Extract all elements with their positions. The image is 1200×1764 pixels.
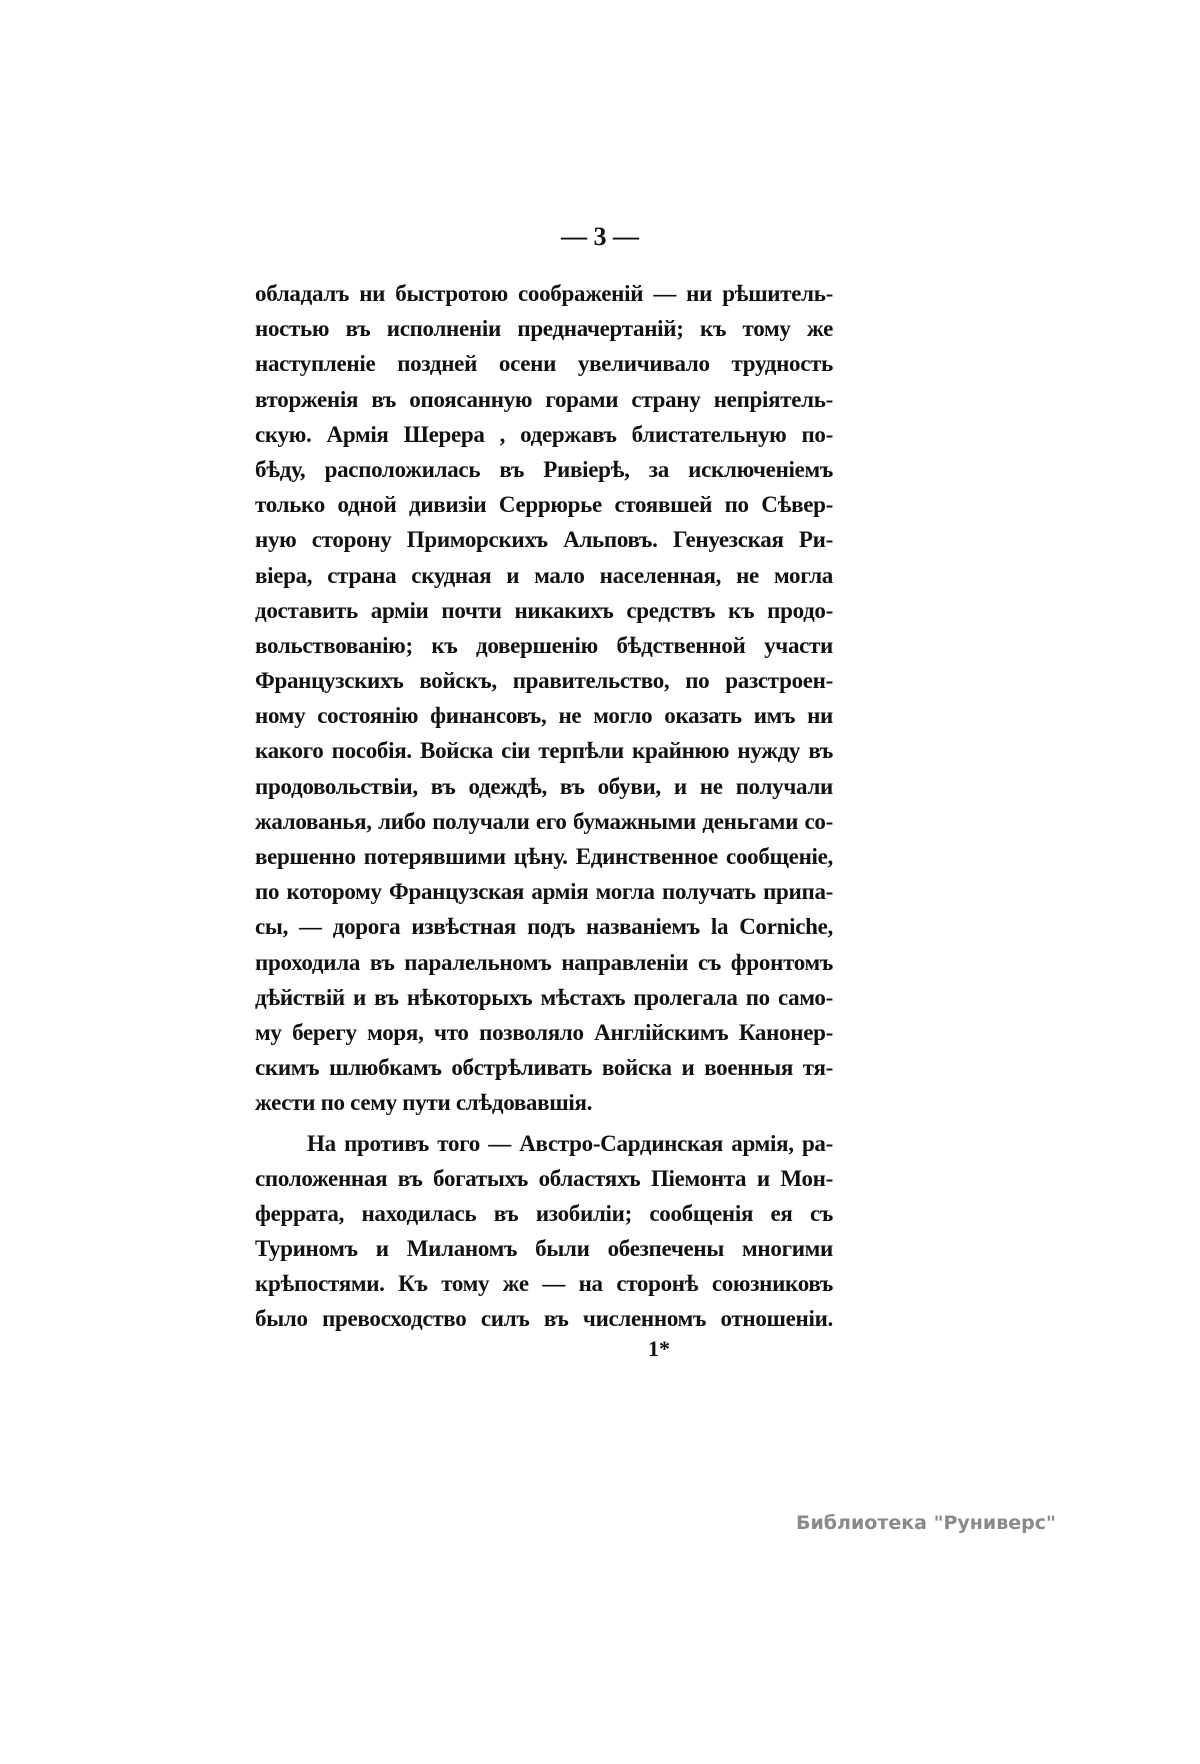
- text-line: сы, — дорога извѣстная подъ названіемъ la Corniche,: [255, 914, 833, 940]
- text-line: скую. Армія Шерера , одержавъ блистательную по-: [255, 421, 833, 447]
- text-line: бѣду, расположилась въ Ривіерѣ, за исключеніемъ: [255, 456, 833, 482]
- text-line: віера, страна скудная и мало населенная, не могла: [255, 562, 833, 588]
- text-line: наступленіе поздней осени увеличивало трудность: [255, 351, 833, 377]
- text-line: ностью въ исполненіи предначертаній; къ тому же: [255, 316, 833, 342]
- text-line: было превосходство силъ въ численномъ отношеніи.: [255, 1306, 833, 1332]
- text-line: какого пособія. Войска сіи терпѣли крайнюю нужду въ: [255, 738, 833, 764]
- text-line: вольствованію; къ довершенію бѣдственной участи: [255, 632, 833, 658]
- text-line: вершенно потерявшими цѣну. Единственное сообщеніе,: [255, 844, 833, 869]
- text-line: сположенная въ богатыхъ областяхъ Піемонта и Мон-: [255, 1165, 833, 1191]
- text-line: дѣйствій и въ нѣкоторыхъ мѣстахъ пролегала по само-: [255, 984, 833, 1010]
- text-line: вторженія въ опоясанную горами страну непріятель-: [255, 386, 833, 412]
- text-line: крѣпостями. Къ тому же — на сторонѣ союзниковъ: [255, 1271, 833, 1297]
- text-line: скимъ шлюбкамъ обстрѣливать войска и военныя тя-: [255, 1055, 833, 1081]
- text-line: жалованья, либо получали его бумажными деньгами со-: [255, 808, 833, 834]
- text-line: му берегу моря, что позволяло Англійскимъ Канонер-: [255, 1019, 833, 1045]
- text-line: Французскихъ войскъ, правительство, по разстроен-: [255, 668, 833, 694]
- text-line: по которому Французская армія могла получать припа-: [255, 879, 833, 905]
- text-line: проходила въ паралельномъ направленіи съ фронтомъ: [255, 949, 833, 975]
- text-line: продовольствіи, въ одеждѣ, въ обуви, и не получали: [255, 773, 833, 799]
- text-line: обладалъ ни быстротою соображеній — ни рѣшитель-: [255, 281, 833, 306]
- text-line: жести по сему пути слѣдовавшія.: [255, 1090, 593, 1116]
- text-line: феррата, находилась въ изобиліи; сообщенія ея съ: [255, 1200, 833, 1226]
- text-line: ному состоянію финансовъ, не могло оказать имъ ни: [255, 703, 833, 729]
- text-line: На противъ того — Австро-Сардинская армія, ра-: [307, 1130, 833, 1156]
- text-line: только одной дивизіи Серрюрье стоявшей по Сѣвер-: [255, 492, 833, 518]
- signature-mark: 1*: [648, 1336, 670, 1361]
- text-line: ную сторону Приморскихъ Альповъ. Генуезская Ри-: [255, 527, 833, 553]
- text-line: доставить арміи почти никакихъ средствъ къ продо-: [255, 597, 833, 623]
- body-text: [255, 276, 833, 1337]
- text-line: Туриномъ и Миланомъ были обезпечены многими: [255, 1236, 833, 1262]
- page-number: — 3 —: [561, 222, 639, 251]
- library-watermark: Библиотека "Руниверс": [796, 1512, 1056, 1534]
